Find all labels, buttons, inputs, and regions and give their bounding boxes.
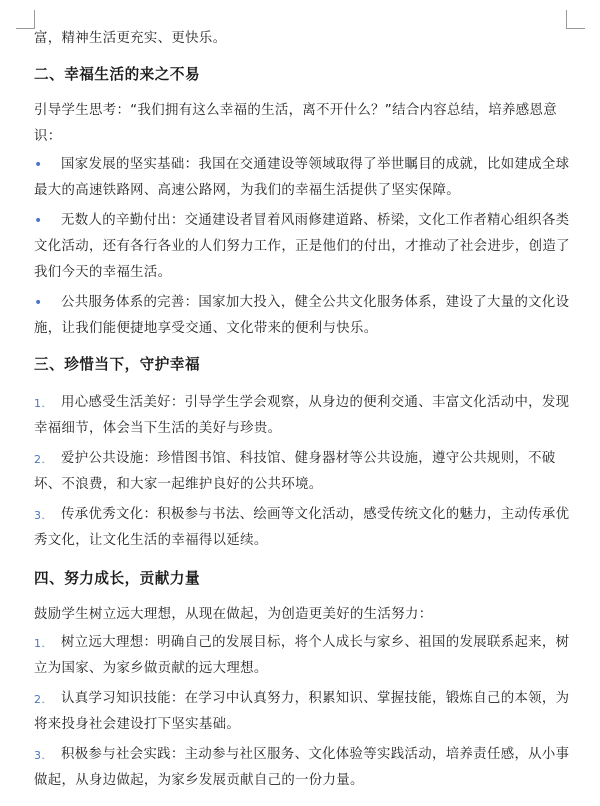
list-number: 2.: [34, 453, 46, 466]
section-heading-4: 四、努力成长，贡献力量: [34, 570, 201, 587]
list-item-text: 传承优秀文化：积极参与书法、绘画等文化活动，感受传统文化的魅力，主动传承优秀文化，让文化生活的幸福得以延续。: [34, 507, 570, 548]
list-item: [34, 630, 574, 682]
bullet-marker: •: [34, 157, 43, 173]
list-item: [34, 686, 574, 738]
section-heading-2: 二、幸福生活的来之不易: [34, 66, 201, 83]
list-item: [34, 390, 574, 442]
list-item-text: 用心感受生活美好：引导学生学会观察，从身边的便利交通、丰富文化活动中，发现幸福细节，体会当下生活的美好与珍贵。: [34, 395, 570, 436]
section-4-intro: 鼓励学生树立远大理想，从现在做起，为创造更美好的生活努力：: [34, 607, 433, 622]
list-item-text: 积极参与社会实践：主动参与社区服务、文化体验等实践活动，培养责任感，从小事做起，从身边做起，为家乡发展贡献自己的一份力量。: [34, 747, 570, 788]
list-item: [34, 208, 574, 286]
paragraph-intro-tail: 富，精神生活更充实、更快乐。: [34, 31, 227, 46]
bullet-marker: •: [34, 295, 43, 311]
bullet-marker: •: [34, 213, 43, 229]
document-body: [34, 18, 574, 794]
section-2-intro: 引导学生思考：“我们拥有这么幸福的生活，离不开什么？”结合内容总结，培养感恩意识：: [34, 103, 557, 144]
list-item-text: 无数人的辛勤付出：交通建设者冒着风雨修建道路、桥梁，文化工作者精心组织各类文化活动，还有各行各业的人们努力工作，正是他们的付出，才推动了社会进步，创造了我们今天的幸福生活。: [34, 213, 570, 280]
list-item: [34, 290, 574, 342]
list-number: 3.: [34, 749, 46, 762]
section-heading-3: 三、珍惜当下，守护幸福: [34, 356, 201, 373]
list-item-text: 国家发展的坚实基础：我国在交通建设等领域取得了举世瞩目的成就，比如建成全球最大的高速铁路网、高速公路网，为我们的幸福生活提供了坚实保障。: [34, 157, 570, 198]
list-item: [34, 502, 574, 554]
list-item-text: 认真学习知识技能：在学习中认真努力，积累知识、掌握技能，锻炼自己的本领，为将来投身社会建设打下坚实基础。: [34, 691, 570, 732]
list-number: 1.: [34, 397, 46, 410]
list-item-text: 公共服务体系的完善：国家加大投入，健全公共文化服务体系，建设了大量的文化设施，让我们能便捷地享受交通、文化带来的便利与快乐。: [34, 295, 570, 336]
list-number: 3.: [34, 509, 46, 522]
list-number: 2.: [34, 693, 46, 706]
list-item: [34, 446, 574, 498]
list-item: [34, 742, 574, 794]
list-item: [34, 152, 574, 204]
list-number: 1.: [34, 637, 46, 650]
list-item-text: 树立远大理想：明确自己的发展目标，将个人成长与家乡、祖国的发展联系起来，树立为国家、为家乡做贡献的远大理想。: [34, 635, 570, 676]
list-item-text: 爱护公共设施：珍惜图书馆、科技馆、健身器材等公共设施，遵守公共规则，不破坏、不浪费，和大家一起维护良好的公共环境。: [34, 451, 556, 492]
margin-corner-mark-left: [16, 10, 35, 29]
